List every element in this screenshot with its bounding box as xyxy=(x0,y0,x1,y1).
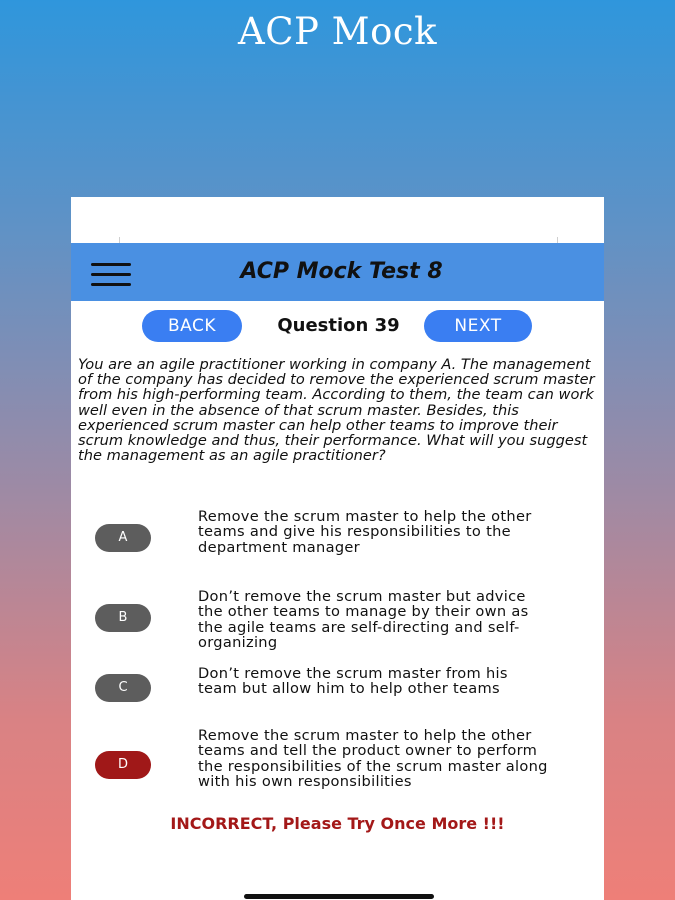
app-title: ACP Mock xyxy=(238,10,437,53)
option-c-button[interactable]: C xyxy=(95,674,151,702)
option-a-button[interactable]: A xyxy=(95,524,151,552)
question-navigation xyxy=(71,310,604,342)
feedback-message: INCORRECT, Please Try Once More !!! xyxy=(170,814,505,833)
hamburger-menu-icon[interactable] xyxy=(91,263,131,287)
status-strip xyxy=(71,197,604,243)
question-number: Question 39 xyxy=(277,315,400,336)
option-a-text[interactable]: Remove the scrum master to help the other teams and give his responsibilities to the department manager xyxy=(198,508,532,556)
option-b-button[interactable]: B xyxy=(95,604,151,632)
phone-screen xyxy=(71,197,604,900)
option-d-text[interactable]: Remove the scrum master to help the other teams and tell the product owner to perform the responsibilities of the scrum master along with his own responsibilities xyxy=(198,727,548,790)
option-c-text[interactable]: Don’t remove the scrum master from his team but allow him to help other teams xyxy=(198,665,508,698)
home-indicator[interactable] xyxy=(244,894,434,899)
option-d-button[interactable]: D xyxy=(95,751,151,779)
question-text: You are an agile practitioner working in company A. The management of the company has decided to remove the experienced scrum master from his high-performing team. According to them, the team can work well even in the absence of that scrum master. Besides, this experienced scrum master can help other teams to improve their scrum knowledge and thus, their performance. What will you suggest the management as an agile practitioner? xyxy=(78,356,595,465)
back-button[interactable]: BACK xyxy=(142,310,242,342)
navbar xyxy=(71,243,604,301)
next-button[interactable]: NEXT xyxy=(424,310,532,342)
option-b-text[interactable]: Don’t remove the scrum master but advice the other teams to manage by their own as the agile teams are self-directing and self-organizing xyxy=(198,588,529,651)
nav-title: ACP Mock Test 8 xyxy=(240,259,443,284)
